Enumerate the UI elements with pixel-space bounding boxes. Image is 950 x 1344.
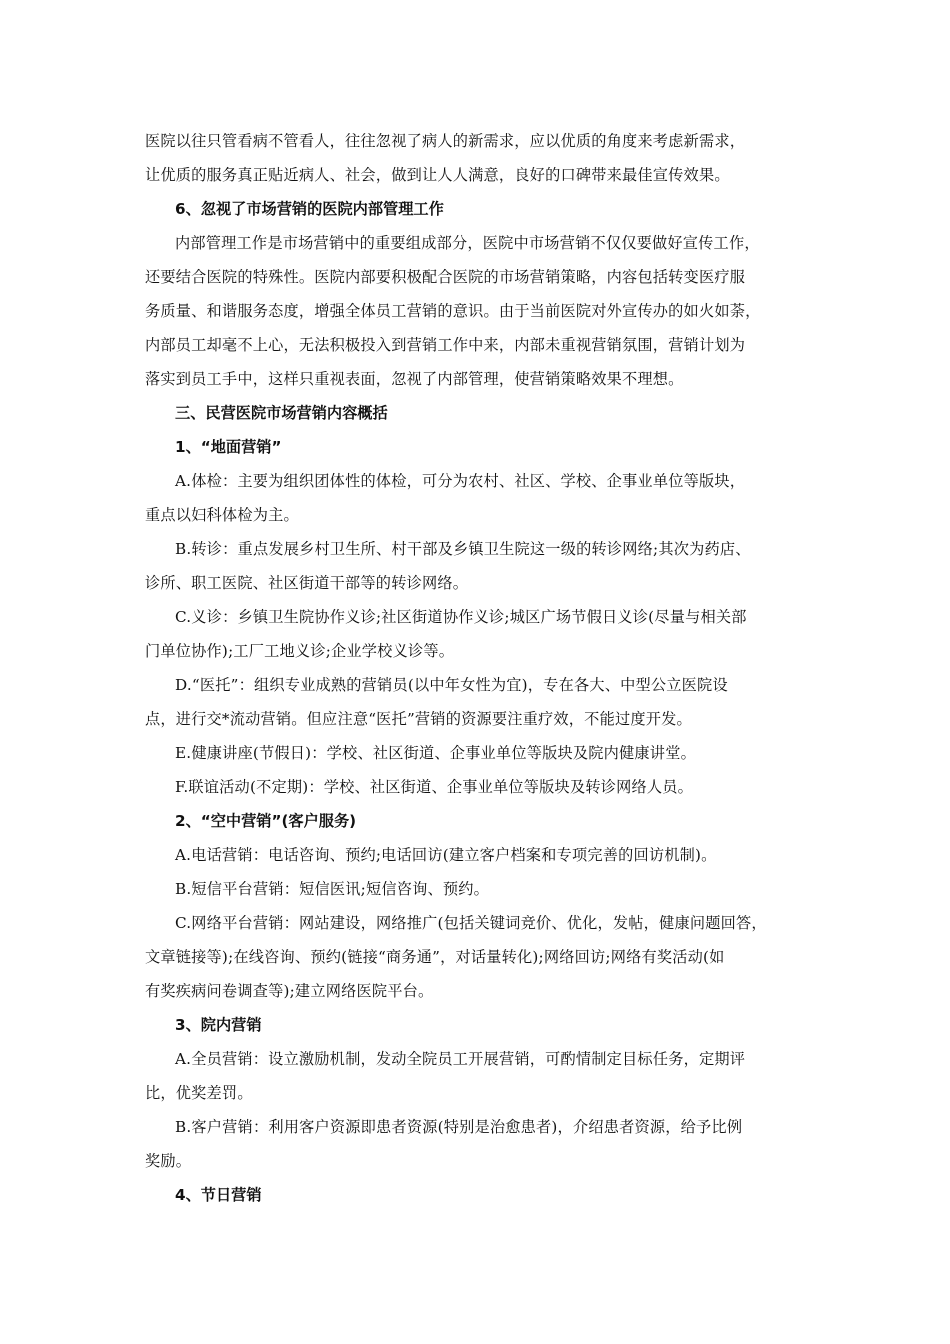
paragraph-line: A.电话营销：电话咨询、预约;电话回访(建立客户档案和专项完善的回访机制)。	[175, 846, 717, 864]
paragraph	[145, 872, 825, 906]
section-heading: 4、节日营销	[175, 1186, 262, 1204]
paragraph-line: D.“医托”：组织专业成熟的营销员(以中年女性为宜)，专在各大、中型公立医院设	[175, 676, 728, 694]
document-body	[145, 124, 825, 1212]
paragraph-line: B.转诊：重点发展乡村卫生所、村干部及乡镇卫生院这一级的转诊网络;其次为药店、	[175, 540, 751, 558]
paragraph	[145, 668, 825, 736]
paragraph-line: 诊所、职工医院、社区街道干部等的转诊网络。	[145, 574, 469, 592]
paragraph	[145, 736, 825, 770]
paragraph-line: 医院以往只管看病不管看人，往往忽视了病人的新需求，应以优质的角度来考虑新需求，	[145, 132, 746, 150]
paragraph	[145, 770, 825, 804]
paragraph-line: 内部员工却毫不上心，无法积极投入到营销工作中来，内部未重视营销氛围，营销计划为	[145, 336, 746, 354]
paragraph	[145, 600, 825, 668]
paragraph-line: C.网络平台营销：网站建设，网络推广(包括关键词竞价、优化，发帖，健康问题回答，	[175, 914, 767, 932]
paragraph-line: 奖励。	[145, 1152, 192, 1170]
paragraph-line: 文章链接等);在线咨询、预约(链接“商务通”，对话量转化);网络回访;网络有奖活动(如	[145, 948, 725, 966]
section-heading: 3、院内营销	[175, 1016, 262, 1034]
section-heading: 三、民营医院市场营销内容概括	[175, 404, 388, 422]
paragraph-line: 务质量、和谐服务态度，增强全体员工营销的意识。由于当前医院对外宣传办的如火如荼，	[145, 302, 761, 320]
paragraph	[145, 464, 825, 532]
paragraph	[145, 906, 825, 1008]
paragraph-line: C.义诊：乡镇卫生院协作义诊;社区街道协作义诊;城区广场节假日义诊(尽量与相关部	[175, 608, 747, 626]
paragraph-line: 重点以妇科体检为主。	[145, 506, 299, 524]
paragraph-line: 点，进行交*流动营销。但应注意“医托”营销的资源要注重疗效，不能过度开发。	[145, 710, 692, 728]
paragraph-line: 内部管理工作是市场营销中的重要组成部分，医院中市场营销不仅仅要做好宣传工作，	[175, 234, 760, 252]
paragraph	[145, 1110, 825, 1178]
paragraph-line: 比，优奖差罚。	[145, 1084, 253, 1102]
paragraph-line: 门单位协作);工厂工地义诊;企业学校义诊等。	[145, 642, 455, 660]
paragraph-line: 让优质的服务真正贴近病人、社会，做到让人人满意，良好的口碑带来最佳宣传效果。	[145, 166, 730, 184]
paragraph	[145, 532, 825, 600]
section-heading: 1、“地面营销”	[175, 438, 282, 456]
paragraph-line: 有奖疾病问卷调查等);建立网络医院平台。	[145, 982, 434, 1000]
paragraph-line: A.体检：主要为组织团体性的体检，可分为农村、社区、学校、企事业单位等版块，	[175, 472, 746, 490]
paragraph	[145, 226, 825, 396]
paragraph-line: E.健康讲座(节假日)：学校、社区街道、企事业单位等版块及院内健康讲堂。	[175, 744, 696, 762]
paragraph	[145, 1042, 825, 1110]
paragraph-line: 还要结合医院的特殊性。医院内部要积极配合医院的市场营销策略，内容包括转变医疗服	[145, 268, 746, 286]
section-heading: 2、“空中营销”(客户服务)	[175, 812, 357, 830]
paragraph	[145, 838, 825, 872]
section-heading: 6、忽视了市场营销的医院内部管理工作	[175, 200, 444, 218]
paragraph-line: F.联谊活动(不定期)：学校、社区街道、企事业单位等版块及转诊网络人员。	[175, 778, 694, 796]
paragraph-line: 落实到员工手中，这样只重视表面，忽视了内部管理，使营销策略效果不理想。	[145, 370, 684, 388]
paragraph	[145, 124, 825, 192]
paragraph-line: B.客户营销：利用客户资源即患者资源(特别是治愈患者)，介绍患者资源，给予比例	[175, 1118, 743, 1136]
paragraph-line: B.短信平台营销：短信医讯;短信咨询、预约。	[175, 880, 490, 898]
paragraph-line: A.全员营销：设立激励机制，发动全院员工开展营销，可酌情制定目标任务，定期评	[175, 1050, 746, 1068]
